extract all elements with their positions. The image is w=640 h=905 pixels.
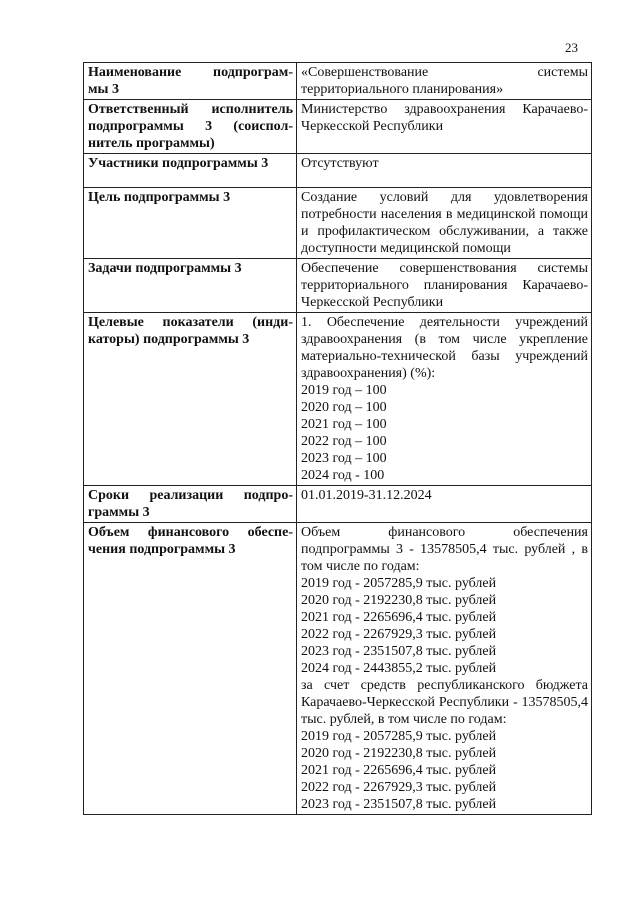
label-line: Задачи подпрограммы 3 [88,261,242,276]
funding-budget-text: за счет средств республиканского бюджета Карачаево-Черкесской Республики - 13578505,4 тыс. рублей, в том числе по годам: [301,678,588,727]
label-line: Цель подпрограммы 3 [88,190,231,205]
row-value: Обеспечение совершенствования системы территориального планирования Карачаево-Черкесской Республики [297,259,592,313]
label-line: каторы) подпрограммы 3 [88,332,250,347]
label-line: Сроки реализации подпро- [88,488,293,503]
label-line: Ответственный исполнитель [88,102,293,117]
row-label [84,486,297,523]
indicator-text: 1. Обеспечение деятельности учреждений здравоохранения (в том числе укрепление материально-технической базы учреждений здравоохранения) (%): [301,315,588,381]
table-row [84,63,592,100]
row-label [84,100,297,154]
row-label [84,188,297,259]
table-row [84,259,592,313]
row-value: 01.01.2019-31.12.2024 [297,486,592,523]
row-label [84,63,297,100]
year-value: 2022 год - 2267929,3 тыс. рублей [301,780,497,795]
table-row [84,486,592,523]
table-row [84,313,592,486]
label-line: подпрограммы 3 (соиспол- [88,119,293,134]
row-value: Создание условий для удовлетворения потребности населения в медицинской помощи и профилактическом обслуживании, а также доступности медицинской помощи [297,188,592,259]
table-row [84,188,592,259]
label-line: Участники подпрограммы 3 [88,156,269,171]
row-value: «Совершенствование системы территориального планирования» [297,63,592,100]
label-line: мы 3 [88,82,119,97]
row-label [84,259,297,313]
row-value [297,523,592,815]
year-value: 2023 год - 2351507,8 тыс. рублей [301,797,497,812]
label-line: граммы 3 [88,505,150,520]
year-value: 2024 год - 2443855,2 тыс. рублей [301,661,497,676]
year-value: 2022 год – 100 [301,434,387,449]
year-value: 2023 год – 100 [301,451,387,466]
subprogram-passport-table [83,62,592,815]
year-value: 2024 год - 100 [301,468,385,483]
year-value: 2020 год - 2192230,8 тыс. рублей [301,746,497,761]
year-value: 2019 год - 2057285,9 тыс. рублей [301,729,497,744]
year-value: 2019 год – 100 [301,383,387,398]
table-row [84,523,592,815]
row-label [84,523,297,815]
row-value [297,313,592,486]
row-label [84,313,297,486]
row-value: Министерство здравоохранения Карачаево-Черкесской Республики [297,100,592,154]
year-value: 2023 год - 2351507,8 тыс. рублей [301,644,497,659]
page-number: 23 [565,40,578,55]
year-value: 2020 год - 2192230,8 тыс. рублей [301,593,497,608]
year-value: 2022 год - 2267929,3 тыс. рублей [301,627,497,642]
year-value: 2021 год - 2265696,4 тыс. рублей [301,610,497,625]
label-line: Объем финансового обеспе- [88,525,293,540]
funding-total-text: Объем финансового обеспечения подпрограммы 3 - 13578505,4 тыс. рублей , в том числе по годам: [301,525,588,574]
label-line: чения подпрограммы 3 [88,542,236,557]
year-value: 2020 год – 100 [301,400,387,415]
row-value: Отсутствуют [297,154,592,188]
year-value: 2021 год - 2265696,4 тыс. рублей [301,763,497,778]
table-row [84,100,592,154]
year-value: 2019 год - 2057285,9 тыс. рублей [301,576,497,591]
table-row [84,154,592,188]
label-line: Наименование подпрограм- [88,65,293,80]
label-line: нитель программы) [88,136,215,151]
row-label [84,154,297,188]
year-value: 2021 год – 100 [301,417,387,432]
label-line: Целевые показатели (инди- [88,315,293,330]
